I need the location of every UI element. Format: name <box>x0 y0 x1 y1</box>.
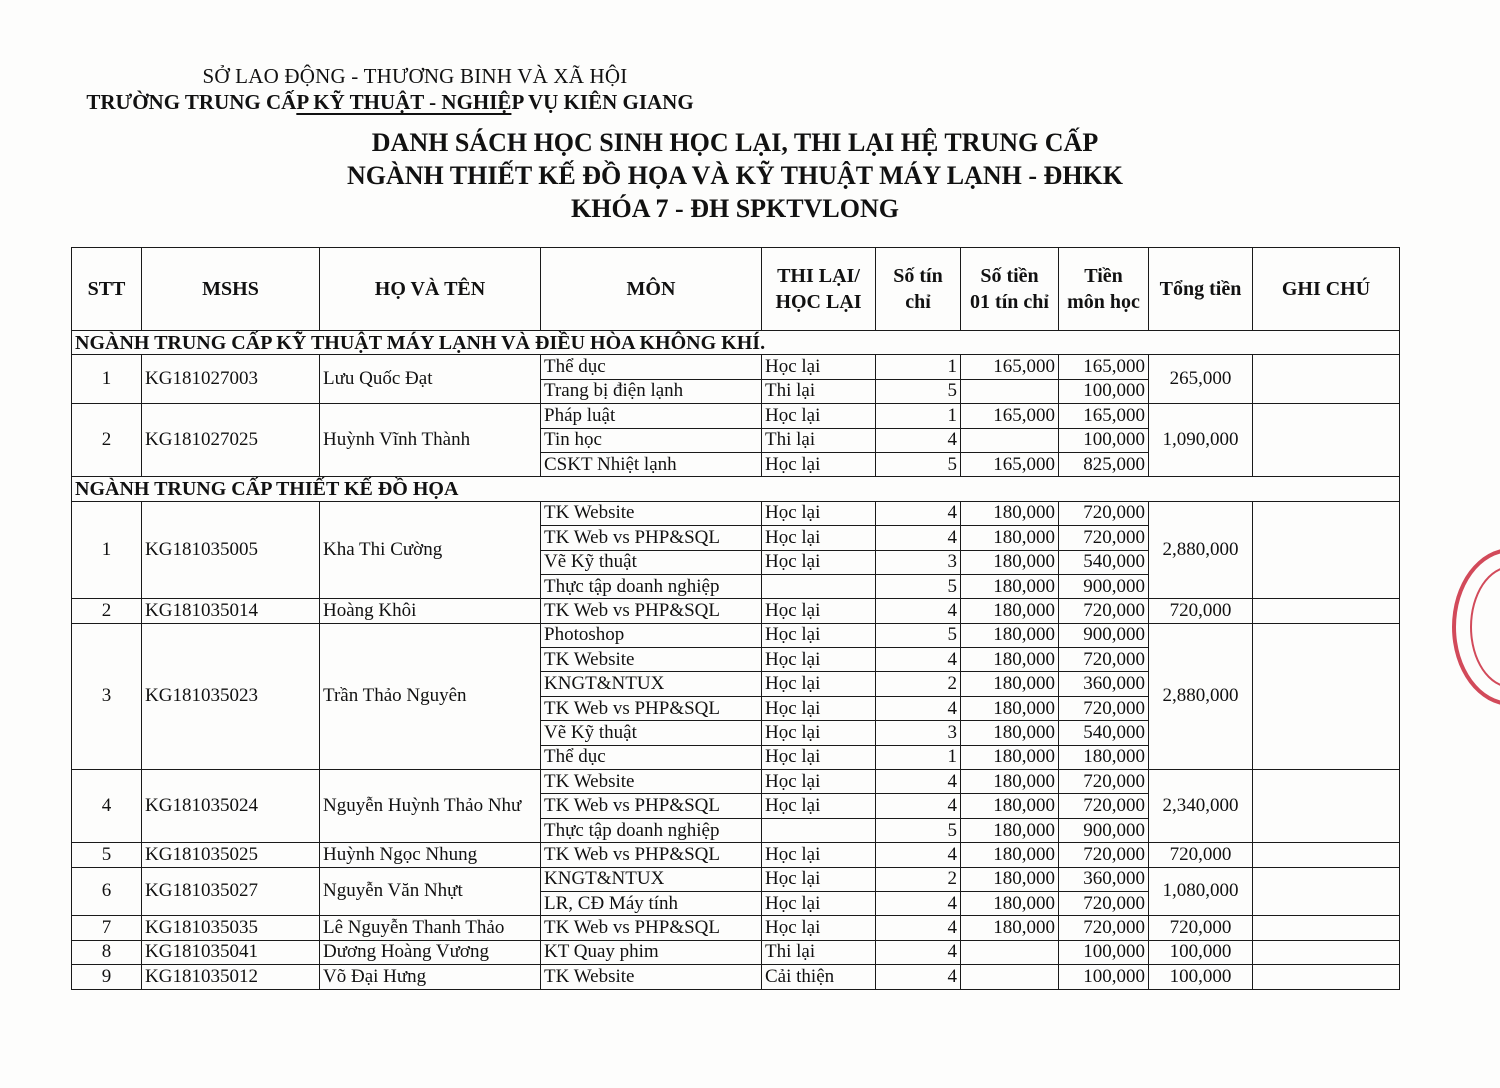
subject-cell: Thể dục <box>541 355 762 379</box>
table-row <box>72 940 1400 964</box>
table-row <box>72 355 1400 379</box>
credits-cell: 1 <box>876 355 961 379</box>
school-name-part1: TRƯỜNG TRUNG CẤ <box>86 90 297 114</box>
rate-cell <box>961 940 1059 964</box>
col-header-mshs: MSHS <box>142 248 320 331</box>
fee-cell: 100,000 <box>1059 965 1149 989</box>
type-cell: Học lại <box>762 916 876 940</box>
subject-cell: Thực tập doanh nghiệp <box>541 818 762 842</box>
total-cell: 100,000 <box>1149 965 1253 989</box>
rate-cell: 180,000 <box>961 696 1059 720</box>
stt-cell: 4 <box>72 770 142 843</box>
credits-cell: 2 <box>876 867 961 891</box>
type-cell: Học lại <box>762 526 876 550</box>
type-cell: Thi lại <box>762 428 876 452</box>
total-cell: 1,090,000 <box>1149 404 1253 477</box>
fee-cell: 360,000 <box>1059 867 1149 891</box>
col-header-type <box>762 248 876 331</box>
total-cell: 2,880,000 <box>1149 623 1253 769</box>
rate-cell: 180,000 <box>961 867 1059 891</box>
stt-cell: 3 <box>72 623 142 769</box>
name-cell: Trần Thảo Nguyên <box>320 623 541 769</box>
note-cell <box>1253 843 1400 867</box>
type-cell: Học lại <box>762 623 876 647</box>
subject-cell: TK Web vs PHP&SQL <box>541 843 762 867</box>
mshs-cell: KG181035023 <box>142 623 320 769</box>
credits-cell: 4 <box>876 916 961 940</box>
col-header-rate <box>961 248 1059 331</box>
fee-cell: 720,000 <box>1059 770 1149 794</box>
subject-cell: TK Web vs PHP&SQL <box>541 599 762 623</box>
stt-cell: 6 <box>72 867 142 916</box>
subject-cell: KT Quay phim <box>541 940 762 964</box>
fee-cell: 540,000 <box>1059 550 1149 574</box>
table-row <box>72 404 1400 428</box>
subject-cell: TK Web vs PHP&SQL <box>541 794 762 818</box>
subject-cell: Thực tập doanh nghiệp <box>541 574 762 598</box>
credits-cell: 4 <box>876 965 961 989</box>
fee-cell: 720,000 <box>1059 916 1149 940</box>
type-cell: Cải thiện <box>762 965 876 989</box>
type-cell: Học lại <box>762 891 876 915</box>
rate-cell: 180,000 <box>961 891 1059 915</box>
total-cell: 1,080,000 <box>1149 867 1253 916</box>
fee-cell: 720,000 <box>1059 891 1149 915</box>
credits-cell: 1 <box>876 745 961 769</box>
col-header-total: Tổng tiền <box>1149 248 1253 331</box>
mshs-cell: KG181035012 <box>142 965 320 989</box>
name-cell: Hoàng Khôi <box>320 599 541 623</box>
credits-cell: 4 <box>876 428 961 452</box>
school-name <box>0 90 780 115</box>
mshs-cell: KG181035005 <box>142 501 320 599</box>
stt-cell: 2 <box>72 599 142 623</box>
name-cell: Võ Đại Hưng <box>320 965 541 989</box>
col-header-rate-line2: 01 tín chỉ <box>970 291 1049 313</box>
total-cell: 100,000 <box>1149 940 1253 964</box>
mshs-cell: KG181035024 <box>142 770 320 843</box>
rate-cell: 180,000 <box>961 794 1059 818</box>
col-header-credits <box>876 248 961 331</box>
col-header-type-line1: THI LẠI/ <box>777 265 860 287</box>
type-cell: Học lại <box>762 599 876 623</box>
fee-cell: 900,000 <box>1059 623 1149 647</box>
document-title-line3: KHÓA 7 - ĐH SPKTVLONG <box>571 194 899 223</box>
school-name-part3: P VỤ KIÊN GIANG <box>511 90 694 114</box>
table-row <box>72 843 1400 867</box>
col-header-name: HỌ VÀ TÊN <box>320 248 541 331</box>
subject-cell: TK Website <box>541 648 762 672</box>
rate-cell: 180,000 <box>961 648 1059 672</box>
rate-cell: 165,000 <box>961 404 1059 428</box>
col-header-credits-line1: Số tín <box>893 265 943 287</box>
type-cell <box>762 574 876 598</box>
table-row <box>72 623 1400 647</box>
type-cell: Học lại <box>762 355 876 379</box>
credits-cell: 4 <box>876 501 961 525</box>
fee-cell: 720,000 <box>1059 526 1149 550</box>
stt-cell: 1 <box>72 501 142 599</box>
name-cell: Nguyễn Văn Nhựt <box>320 867 541 916</box>
credits-cell: 4 <box>876 794 961 818</box>
total-cell: 2,340,000 <box>1149 770 1253 843</box>
subject-cell: TK Website <box>541 965 762 989</box>
subject-cell: Vẽ Kỹ thuật <box>541 550 762 574</box>
type-cell: Thi lại <box>762 940 876 964</box>
type-cell: Học lại <box>762 696 876 720</box>
fee-cell: 360,000 <box>1059 672 1149 696</box>
mshs-cell: KG181035027 <box>142 867 320 916</box>
fee-cell: 825,000 <box>1059 452 1149 476</box>
rate-cell: 165,000 <box>961 355 1059 379</box>
subject-cell: Tin học <box>541 428 762 452</box>
fee-cell: 900,000 <box>1059 818 1149 842</box>
fee-cell: 100,000 <box>1059 379 1149 403</box>
rate-cell: 180,000 <box>961 550 1059 574</box>
type-cell: Học lại <box>762 648 876 672</box>
credits-cell: 4 <box>876 891 961 915</box>
fee-cell: 165,000 <box>1059 404 1149 428</box>
table-row <box>72 916 1400 940</box>
type-cell: Học lại <box>762 770 876 794</box>
stt-cell: 7 <box>72 916 142 940</box>
table-row <box>72 867 1400 891</box>
name-cell: Nguyễn Huỳnh Thảo Như <box>320 770 541 843</box>
mshs-cell: KG181035041 <box>142 940 320 964</box>
credits-cell: 4 <box>876 599 961 623</box>
subject-cell: Photoshop <box>541 623 762 647</box>
type-cell: Học lại <box>762 843 876 867</box>
subject-cell: CSKT Nhiệt lạnh <box>541 452 762 476</box>
total-cell: 720,000 <box>1149 916 1253 940</box>
rate-cell: 180,000 <box>961 623 1059 647</box>
note-cell <box>1253 965 1400 989</box>
col-header-fee-line2: môn học <box>1067 291 1140 313</box>
type-cell: Học lại <box>762 501 876 525</box>
document-title-line1: DANH SÁCH HỌC SINH HỌC LẠI, THI LẠI HỆ TRUNG CẤP <box>371 128 1099 157</box>
rate-cell: 180,000 <box>961 526 1059 550</box>
note-cell <box>1253 355 1400 404</box>
table-row <box>72 770 1400 794</box>
rate-cell <box>961 379 1059 403</box>
fee-cell: 720,000 <box>1059 648 1149 672</box>
name-cell: Huỳnh Ngọc Nhung <box>320 843 541 867</box>
rate-cell: 180,000 <box>961 599 1059 623</box>
fee-cell: 100,000 <box>1059 428 1149 452</box>
stt-cell: 1 <box>72 355 142 404</box>
note-cell <box>1253 916 1400 940</box>
credits-cell: 4 <box>876 526 961 550</box>
col-header-subject: MÔN <box>541 248 762 331</box>
official-stamp-inner-ring <box>1470 566 1500 688</box>
fee-cell: 720,000 <box>1059 501 1149 525</box>
stt-cell: 5 <box>72 843 142 867</box>
credits-cell: 5 <box>876 623 961 647</box>
section-title: NGÀNH TRUNG CẤP THIẾT KẾ ĐỒ HỌA <box>72 477 1400 501</box>
mshs-cell: KG181035025 <box>142 843 320 867</box>
name-cell: Lưu Quốc Đạt <box>320 355 541 404</box>
credits-cell: 5 <box>876 452 961 476</box>
subject-cell: TK Web vs PHP&SQL <box>541 696 762 720</box>
fee-cell: 540,000 <box>1059 721 1149 745</box>
rate-cell <box>961 428 1059 452</box>
subject-cell: Pháp luật <box>541 404 762 428</box>
ministry-name: SỞ LAO ĐỘNG - THƯƠNG BINH VÀ XÃ HỘI <box>202 64 628 88</box>
subject-cell: Thể dục <box>541 745 762 769</box>
section-row <box>72 331 1400 355</box>
fee-cell: 100,000 <box>1059 940 1149 964</box>
document-title-line2: NGÀNH THIẾT KẾ ĐỒ HỌA VÀ KỸ THUẬT MÁY LẠNH - ĐHKK <box>346 161 1123 190</box>
stt-cell: 2 <box>72 404 142 477</box>
name-cell: Lê Nguyễn Thanh Thảo <box>320 916 541 940</box>
type-cell: Học lại <box>762 452 876 476</box>
rate-cell: 165,000 <box>961 452 1059 476</box>
col-header-fee-line1: Tiền <box>1084 265 1123 287</box>
subject-cell: LR, CĐ Máy tính <box>541 891 762 915</box>
type-cell: Học lại <box>762 550 876 574</box>
subject-cell: TK Web vs PHP&SQL <box>541 526 762 550</box>
student-fee-table <box>71 247 1400 990</box>
credits-cell: 4 <box>876 940 961 964</box>
fee-cell: 180,000 <box>1059 745 1149 769</box>
name-cell: Huỳnh Vĩnh Thành <box>320 404 541 477</box>
fee-cell: 720,000 <box>1059 794 1149 818</box>
subject-cell: TK Web vs PHP&SQL <box>541 916 762 940</box>
rate-cell: 180,000 <box>961 672 1059 696</box>
fee-cell: 720,000 <box>1059 843 1149 867</box>
table-row <box>72 599 1400 623</box>
type-cell: Học lại <box>762 867 876 891</box>
type-cell: Học lại <box>762 794 876 818</box>
mshs-cell: KG181035014 <box>142 599 320 623</box>
total-cell: 720,000 <box>1149 843 1253 867</box>
rate-cell: 180,000 <box>961 501 1059 525</box>
rate-cell: 180,000 <box>961 574 1059 598</box>
total-cell: 720,000 <box>1149 599 1253 623</box>
credits-cell: 5 <box>876 818 961 842</box>
subject-cell: Vẽ Kỹ thuật <box>541 721 762 745</box>
col-header-stt: STT <box>72 248 142 331</box>
fee-cell: 720,000 <box>1059 599 1149 623</box>
rate-cell: 180,000 <box>961 818 1059 842</box>
subject-cell: TK Website <box>541 501 762 525</box>
col-header-credits-line2: chỉ <box>905 291 931 313</box>
fee-cell: 720,000 <box>1059 696 1149 720</box>
credits-cell: 2 <box>876 672 961 696</box>
mshs-cell: KG181027025 <box>142 404 320 477</box>
subject-cell: TK Website <box>541 770 762 794</box>
credits-cell: 4 <box>876 770 961 794</box>
note-cell <box>1253 770 1400 843</box>
stt-cell: 8 <box>72 940 142 964</box>
col-header-type-line2: HỌC LẠI <box>775 291 862 313</box>
note-cell <box>1253 404 1400 477</box>
credits-cell: 1 <box>876 404 961 428</box>
table-header-row <box>72 248 1400 331</box>
fee-cell: 900,000 <box>1059 574 1149 598</box>
official-stamp <box>1452 548 1500 706</box>
type-cell: Thi lại <box>762 379 876 403</box>
table-row <box>72 501 1400 525</box>
subject-cell: KNGT&NTUX <box>541 867 762 891</box>
rate-cell <box>961 965 1059 989</box>
credits-cell: 3 <box>876 721 961 745</box>
credits-cell: 4 <box>876 843 961 867</box>
credits-cell: 5 <box>876 574 961 598</box>
note-cell <box>1253 501 1400 599</box>
total-cell: 265,000 <box>1149 355 1253 404</box>
subject-cell: KNGT&NTUX <box>541 672 762 696</box>
note-cell <box>1253 599 1400 623</box>
fee-cell: 165,000 <box>1059 355 1149 379</box>
credits-cell: 4 <box>876 648 961 672</box>
credits-cell: 3 <box>876 550 961 574</box>
rate-cell: 180,000 <box>961 721 1059 745</box>
table-row <box>72 965 1400 989</box>
table-body <box>72 331 1400 990</box>
type-cell: Học lại <box>762 672 876 696</box>
mshs-cell: KG181035035 <box>142 916 320 940</box>
note-cell <box>1253 867 1400 916</box>
credits-cell: 4 <box>876 696 961 720</box>
rate-cell: 180,000 <box>961 745 1059 769</box>
note-cell <box>1253 940 1400 964</box>
name-cell: Dương Hoàng Vương <box>320 940 541 964</box>
type-cell <box>762 818 876 842</box>
rate-cell: 180,000 <box>961 843 1059 867</box>
total-cell: 2,880,000 <box>1149 501 1253 599</box>
rate-cell: 180,000 <box>961 916 1059 940</box>
mshs-cell: KG181027003 <box>142 355 320 404</box>
col-header-fee <box>1059 248 1149 331</box>
name-cell: Kha Thi Cường <box>320 501 541 599</box>
type-cell: Học lại <box>762 721 876 745</box>
rate-cell: 180,000 <box>961 770 1059 794</box>
type-cell: Học lại <box>762 404 876 428</box>
col-header-note: GHI CHÚ <box>1253 248 1400 331</box>
col-header-rate-line1: Số tiền <box>980 265 1039 287</box>
section-title: NGÀNH TRUNG CẤP KỸ THUẬT MÁY LẠNH VÀ ĐIỀU HÒA KHÔNG KHÍ. <box>72 331 1400 355</box>
section-row <box>72 477 1400 501</box>
school-name-underlined: P KỸ THUẬT - NGHIỆ <box>296 90 512 114</box>
subject-cell: Trang bị điện lạnh <box>541 379 762 403</box>
stt-cell: 9 <box>72 965 142 989</box>
note-cell <box>1253 623 1400 769</box>
credits-cell: 5 <box>876 379 961 403</box>
type-cell: Học lại <box>762 745 876 769</box>
